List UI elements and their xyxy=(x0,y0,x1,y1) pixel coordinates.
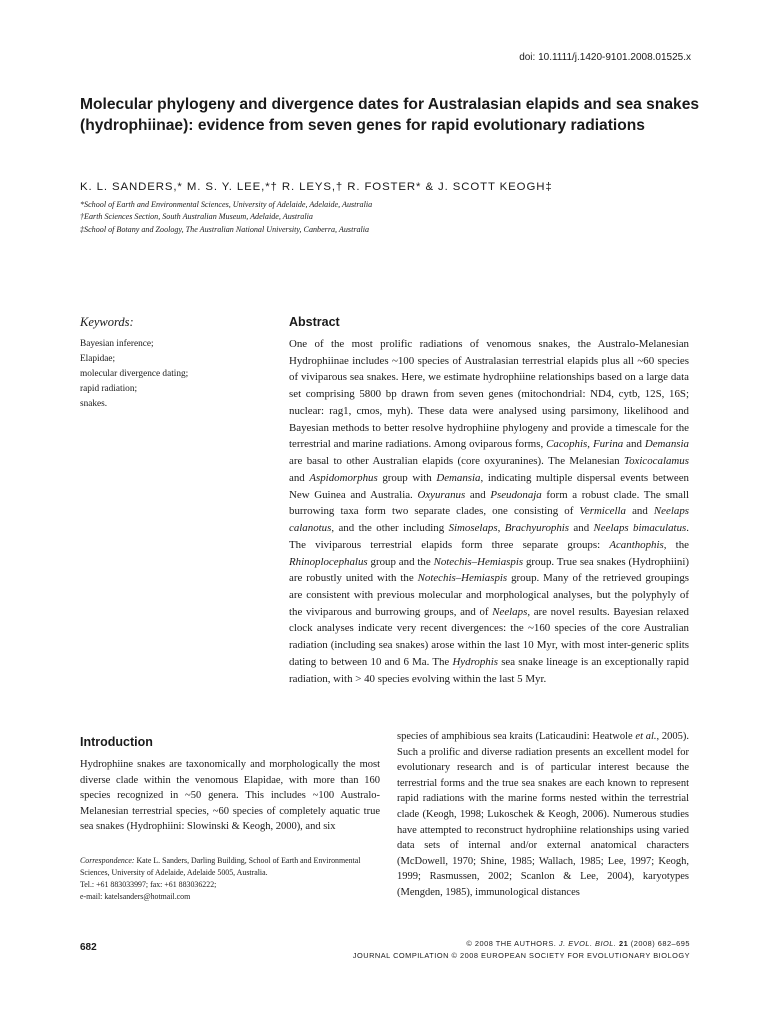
copyright-footer xyxy=(353,938,690,963)
correspondence-note xyxy=(80,855,380,903)
correspondence-address: Kate L. Sanders, Darling Building, School of Earth and Environmental Sciences, University of Adelaide, Adelaide 5005, Australia. xyxy=(80,856,361,877)
affiliations xyxy=(80,199,372,236)
introduction-heading: Introduction xyxy=(80,735,153,749)
introduction-left-column: Hydrophiine snakes are taxonomically and morphologically the most diverse clade within the venomous Elapidae, with more than 160 species recognized in ~50 genera. This includes ~100 Australo-Melanesian terrestrial species, ~60 species of completely aquatic true sea snakes (Hydrophiini: Slowinski & Keogh, 2000), and six xyxy=(80,759,380,833)
keyword-item: Bayesian inference; xyxy=(80,339,154,349)
author-list: K. L. SANDERS,* M. S. Y. LEE,*† R. LEYS,† R. FOSTER* & J. SCOTT KEOGH‡ xyxy=(80,181,553,193)
doi: doi: 10.1111/j.1420-9101.2008.01525.x xyxy=(519,52,691,63)
affiliation-3: ‡School of Botany and Zoology, The Australian National University, Canberra, Australia xyxy=(80,224,370,234)
keyword-item: molecular divergence dating; xyxy=(80,368,189,379)
correspondence-phone: Tel.: +61 883033997; fax: +61 883036222; xyxy=(80,879,217,889)
article-title: Molecular phylogeny and divergence dates for Australasian elapids and sea snakes (hydrophiinae): evidence from seven genes for rapid evolutionary radiations xyxy=(80,96,700,134)
abstract-heading: Abstract xyxy=(289,315,340,329)
introduction-right-column: species of amphibious sea kraits (Laticaudini: Heatwole et al., 2005). Such a prolific and diverse radiation presents an excellent model for evolutionary research and is of particular interest because the terrestrial forms and the true sea snakes are each known to represent rapid radiations with the marine forms nested within the terrestrial clade (Keogh, 1998; Lukoschek & Keogh, 2006). Numerous studies have attempted to reconstruct hydrophiine relationships using varied data sets of internal and/or external anatomical characters (McDowell, 1970; Shine, 1985; Wallach, 1985; Lee, 1997; Keogh, 1999; Rasmussen, 2002; Scanlon & Lee, 2004), karyotypes (Mengden, 1985), immunological distances xyxy=(397,731,689,898)
page-number: 682 xyxy=(80,942,97,953)
affiliation-1: *School of Earth and Environmental Sciences, University of Adelaide, Adelaide, Australia xyxy=(80,200,373,209)
affiliation-2: †Earth Sciences Section, South Australian Museum, Adelaide, Australia xyxy=(80,212,313,222)
correspondence-email: e-mail: katelsanders@hotmail.com xyxy=(80,891,191,901)
keywords-heading: Keywords: xyxy=(80,315,134,329)
correspondence-label: Correspondence: xyxy=(80,856,135,865)
copyright-line-1: © 2008 THE AUTHORS. J. EVOL. BIOL. 21 (2008) 682–695 xyxy=(466,939,690,948)
abstract-body: One of the most prolific radiations of venomous snakes, the Australo-Melanesian Hydrophiinae includes ~100 species of Australasian terrestrial elapids plus all ~60 species of viviparous sea snakes. Here, we estimate hydrophiine relationships based on a large data set comprising 5800 bp drawn from seven genes (mitochondrial: ND4, cytb, 12S, 16S; nuclear: rag1, cmos, myh). These data were analysed using parsimony, likelihood and Bayesian methods to better resolve hydrophiine phylogeny and provide a timescale for the terrestrial and marine radiations. Among oviparous forms, Cacophis, Furina and Demansia are basal to other Australian elapids (core oxyuranines). The Melanesian Toxicocalamus and Aspidomorphus group with Demansia, indicating multiple dispersal events between New Guinea and Australia. Oxyuranus and Pseudonaja form a robust clade. The small burrowing taxa form two separate clades, one consisting of Vermicella and Neelaps calanotus, and the other including Simoselaps, Brachyurophis and Neelaps bimaculatus. The viviparous terrestrial elapids form three separate groups: Acanthophis, the Rhinoplocephalus group and the Notechis–Hemiaspis group. True sea snakes (Hydrophiini) are robustly united with the Notechis–Hemiaspis group. Many of the retrieved groupings are consistent with previous molecular and morphological analyses, but the polyphyly of the viviparous and burrowing groups, and of Neelaps, are novel results. Bayesian relaxed clock analyses indicate very recent divergences: the ~160 species of the core Australian radiation (including sea snakes) arose within the last 10 Myr, with most inter-generic splits dating to between 10 and 6 Ma. The Hydrophis sea snake lineage is an exceptionally rapid radiation, with > 40 species evolving within the last 5 Myr. xyxy=(289,338,690,685)
keyword-item: rapid radiation; xyxy=(80,383,138,394)
keyword-item: snakes. xyxy=(80,398,108,409)
copyright-line-2: JOURNAL COMPILATION © 2008 EUROPEAN SOCIETY FOR EVOLUTIONARY BIOLOGY xyxy=(352,951,690,961)
keywords-list xyxy=(80,337,188,412)
keyword-item: Elapidae; xyxy=(80,353,116,364)
